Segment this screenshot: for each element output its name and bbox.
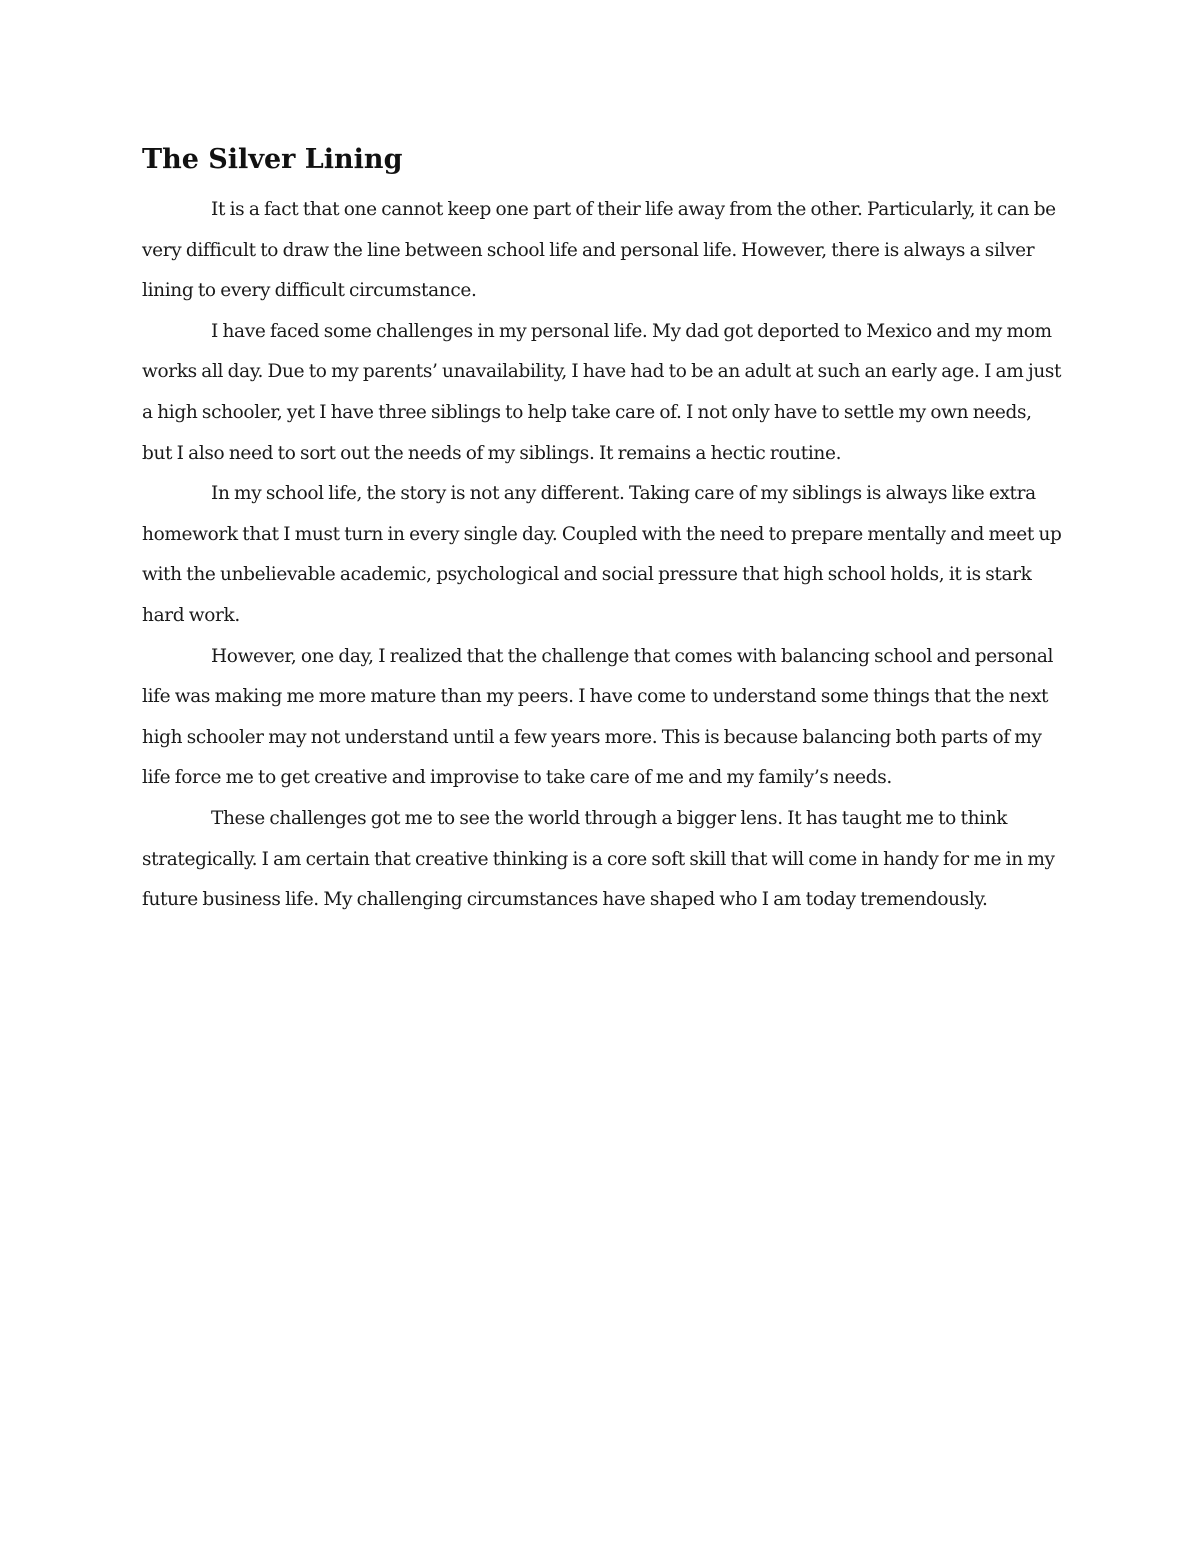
paragraph-2: I have faced some challenges in my personal life. My dad got deported to Mexico and my mom works all day. Due to my parents’ unavailability, I have had to be an adult at such an early age. I am just a high schooler, yet I have three siblings to help take care of. I not only have to settle my own needs, but I also need to sort out the needs of my siblings. It remains a hectic routine. — [142, 320, 1062, 464]
document-body — [142, 140, 1062, 921]
paragraph-1: It is a fact that one cannot keep one part of their life away from the other. Particularly, it can be very difficult to draw the line between school life and personal life. However, there is always a silver lining to every difficult circumstance. — [142, 199, 1056, 302]
paragraph-4: However, one day, I realized that the challenge that comes with balancing school and personal life was making me more mature than my peers. I have come to understand some things that the next high schooler may not understand until a few years more. This is because balancing both parts of my life force me to get creative and improvise to take care of me and my family’s needs. — [142, 645, 1054, 789]
paragraph-3: In my school life, the story is not any different. Taking care of my siblings is always like extra homework that I must turn in every single day. Coupled with the need to prepare mentally and meet up with the unbelievable academic, psychological and social pressure that high school holds, it is stark hard work. — [142, 483, 1062, 626]
document-title: The Silver Lining — [142, 144, 403, 175]
paragraph-5: These challenges got me to see the world through a bigger lens. It has taught me to think strategically. I am certain that creative thinking is a core soft skill that will come in handy for me in my future business life. My challenging circumstances have shaped who I am today tremendously. — [142, 807, 1055, 911]
